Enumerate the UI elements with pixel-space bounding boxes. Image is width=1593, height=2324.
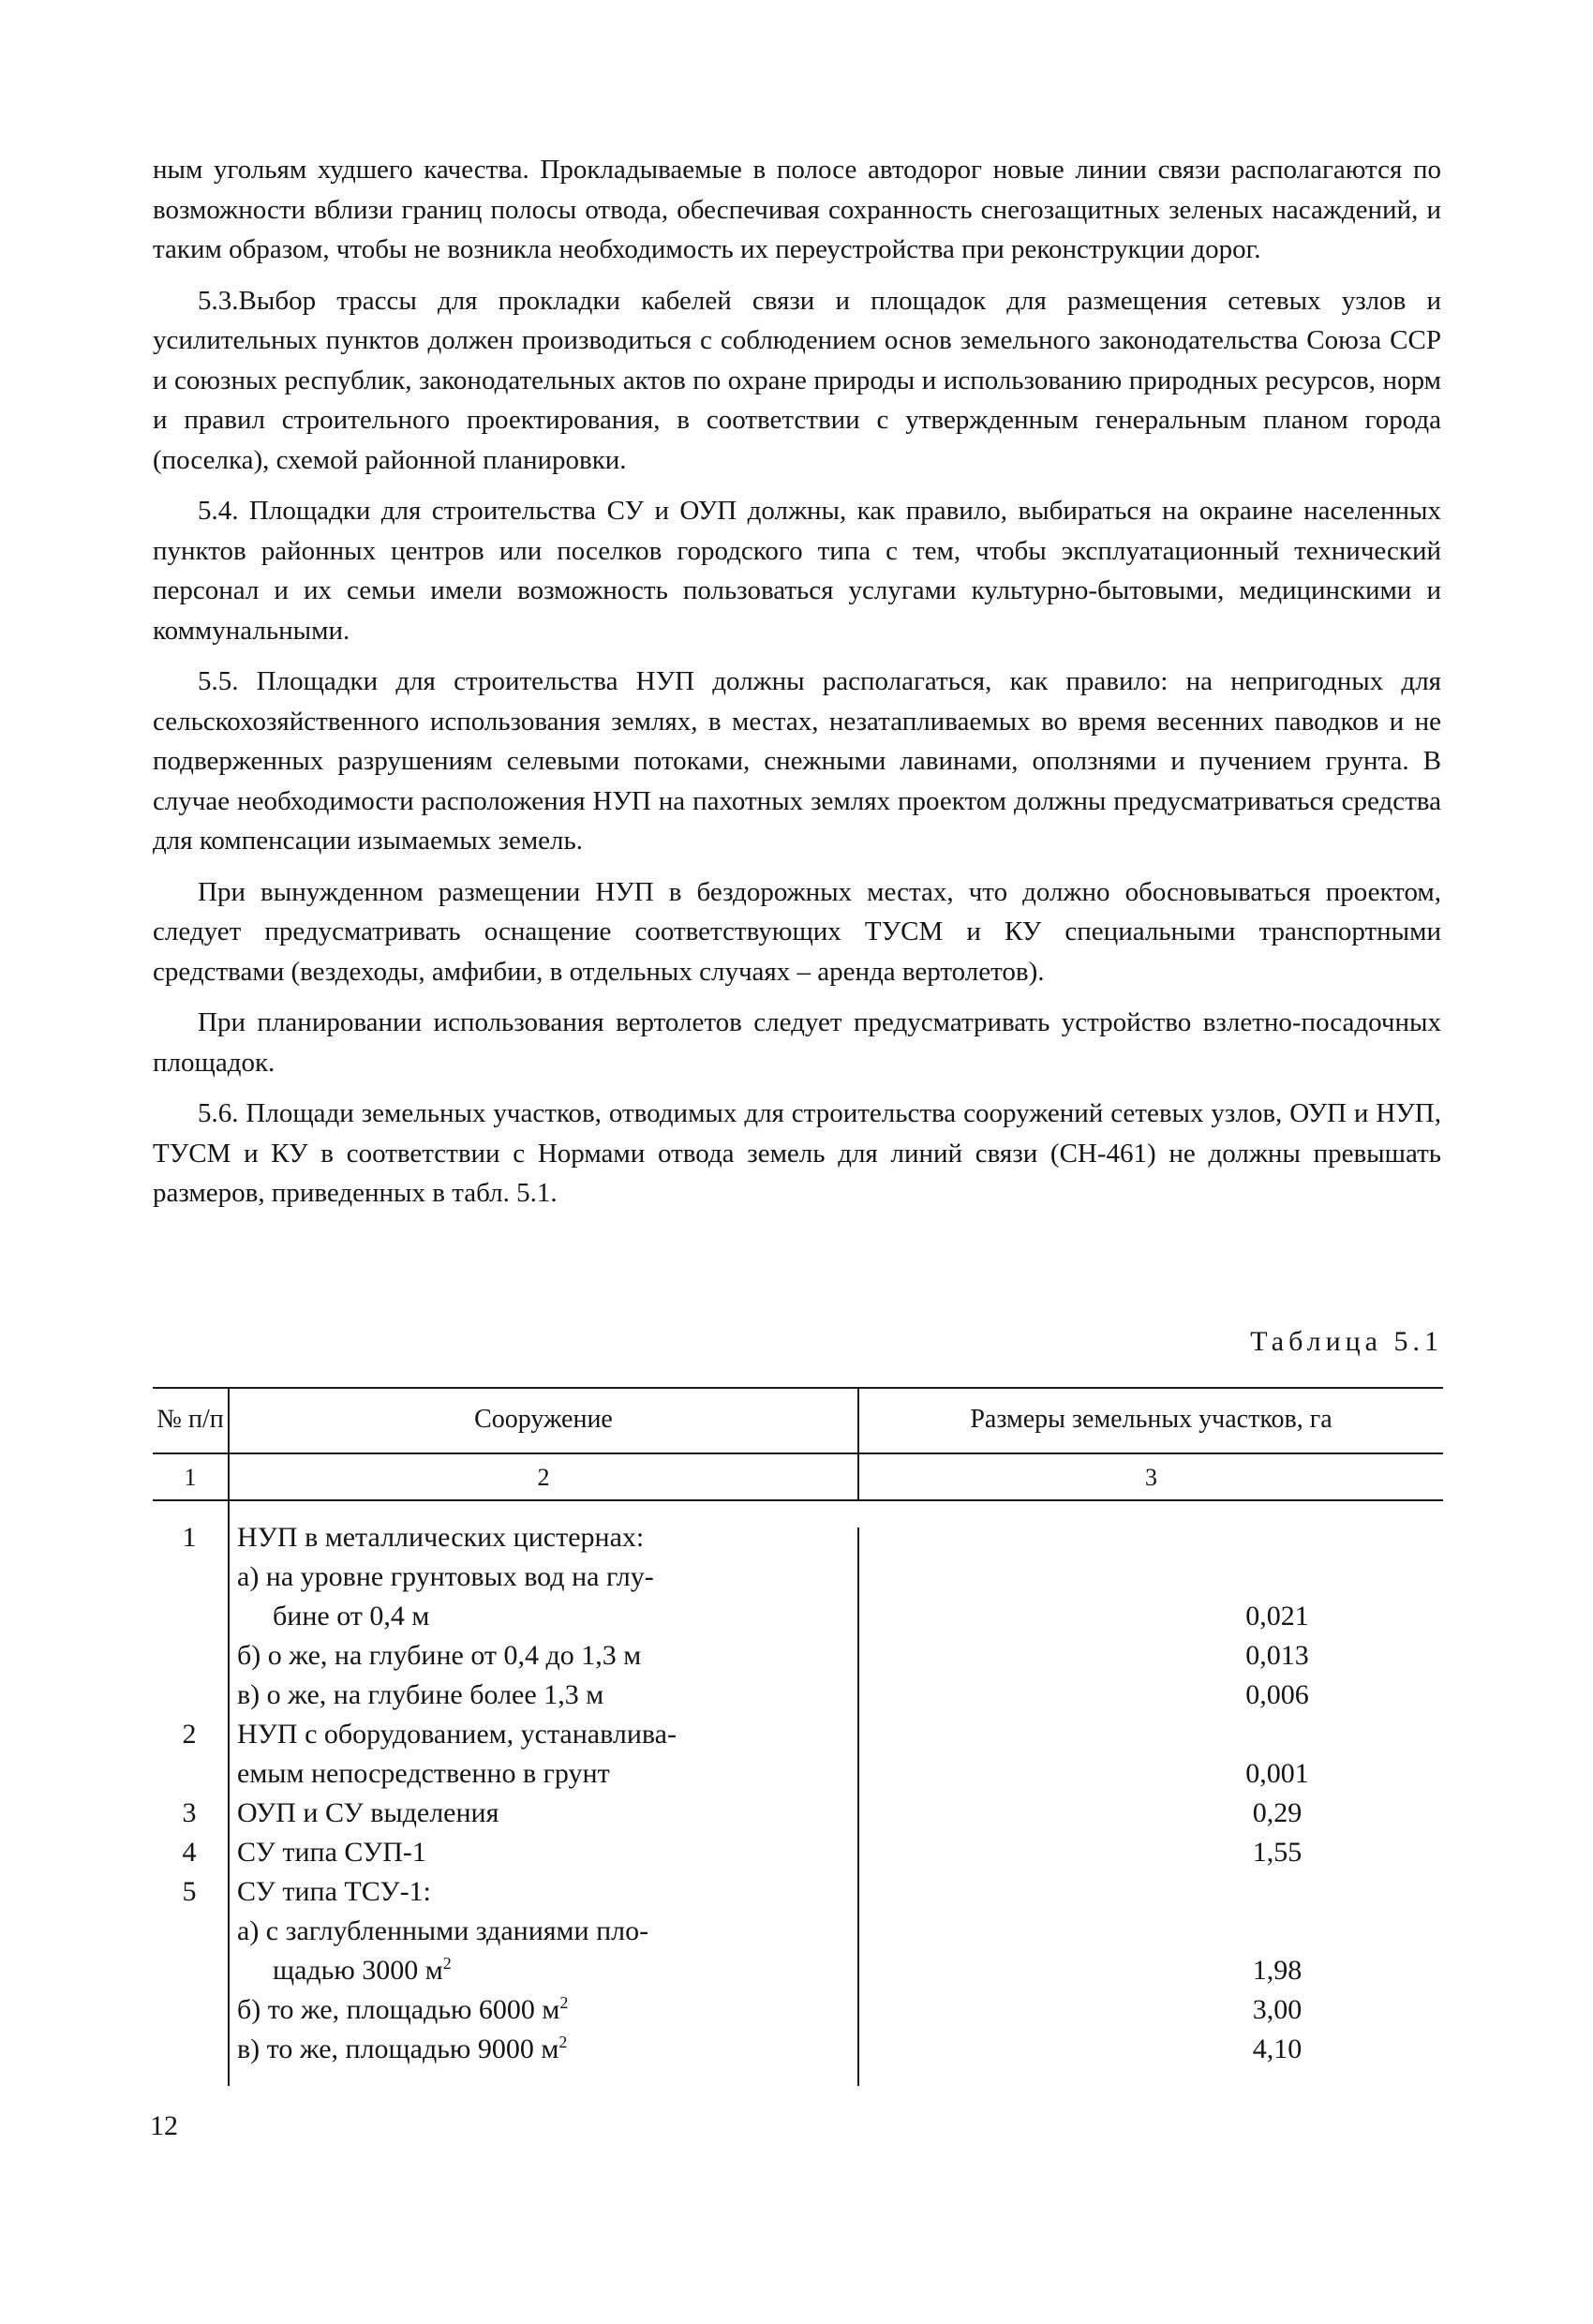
header-name: Сооружение xyxy=(474,1405,613,1434)
paragraph-5-4: 5.4. Площадки для строительства СУ и ОУП должны, как правило, выбираться на окраине населенных пунктов районных центров или поселков городского типа с тем, чтобы эксплуатационный технический персонал и их семьи имели возможность пользоваться услугами культурно-бытовыми, медицинскими и коммунальными. xyxy=(153,496,1441,646)
paragraph-5-5: 5.5. Площадки для строительства НУП должны располагаться, как правило: на непригодных для сельскохозяйственного использования землях, в местах, незатапливаемых во время весенних паводков и не подверженных разрушениям селевыми потоками, снежными лавинами, оползнями и пучением грунта. В случае необходимости расположения НУП на пахотных землях проектом должны предусматриваться средства для компенсации изымаемых земель. xyxy=(153,666,1441,856)
table-caption: Таблица 5.1 xyxy=(1250,1326,1443,1357)
row-value: 3,00 xyxy=(1252,1994,1303,2025)
row-name: НУП в металлических цистернах: xyxy=(237,1522,645,1553)
body-text xyxy=(153,150,1441,1225)
header-num: № п/п xyxy=(156,1405,224,1434)
paragraph-forced-placement: При вынужденном размещении НУП в бездорожных местах, что должно обосновываться проектом, следует предусматривать оснащение соответствующих ТУСМ и КУ специальными транспортными средствами (вездеходы, амфибии, в отдельных случаях – аренда вертолетов). xyxy=(153,876,1441,987)
row-number: 1 xyxy=(182,1522,197,1553)
superscript: 2 xyxy=(558,2033,568,2051)
paragraph: ным угольям худшего качества. Прокладываемые в полосе автодорог новые линии связи располагаются по возможности вблизи границ полосы отвода, обеспечивая сохранность снегозащитных зеленых насаждений, и таким образом, чтобы не возникла необходимость их переустройства при реконструкции дорог. xyxy=(153,155,1441,264)
table-row xyxy=(153,1794,1443,1833)
table-row xyxy=(153,1872,1443,1912)
row-name-text: в) то же, площадью 9000 м xyxy=(237,2034,559,2064)
header-size: Размеры земельных участков, га xyxy=(970,1405,1332,1434)
row-number: 5 xyxy=(182,1876,197,1907)
table-row xyxy=(153,1951,1443,1990)
table-row xyxy=(153,2030,1443,2069)
row-number: 4 xyxy=(182,1837,197,1868)
row-name: НУП с оборудованием, устанавлива- xyxy=(237,1719,677,1750)
colnum-1: 1 xyxy=(184,1464,197,1491)
table-top-rule xyxy=(153,1387,1443,1389)
page-number: 12 xyxy=(150,2110,178,2141)
row-name: а) с заглубленными зданиями пло- xyxy=(237,1915,649,1946)
colnum-2: 2 xyxy=(537,1464,550,1491)
row-value: 0,013 xyxy=(1245,1640,1309,1671)
row-name xyxy=(273,1951,452,1990)
row-value: 0,021 xyxy=(1245,1601,1309,1631)
table-row xyxy=(153,1636,1443,1676)
row-value: 1,55 xyxy=(1252,1837,1303,1868)
row-name: бине от 0,4 м xyxy=(273,1601,430,1631)
row-value: 4,10 xyxy=(1252,2034,1303,2064)
row-name: б) о же, на глубине от 0,4 до 1,3 м xyxy=(237,1640,642,1671)
table-row xyxy=(153,1990,1443,2030)
row-name xyxy=(237,1990,568,2030)
table-row xyxy=(153,1676,1443,1715)
row-name xyxy=(237,2030,567,2069)
table-row xyxy=(153,1754,1443,1794)
superscript: 2 xyxy=(559,1993,569,2012)
row-value: 1,98 xyxy=(1252,1955,1303,1986)
table-row xyxy=(153,1518,1443,1557)
row-number: 2 xyxy=(182,1719,197,1750)
table-row xyxy=(153,1833,1443,1872)
row-name: в) о же, на глубине более 1,3 м xyxy=(237,1679,604,1710)
row-name-text: щадью 3000 м xyxy=(273,1955,443,1986)
table-row xyxy=(153,1715,1443,1754)
row-name: ОУП и СУ выделения xyxy=(237,1797,499,1828)
superscript: 2 xyxy=(442,1954,452,1973)
colnum-3: 3 xyxy=(1145,1464,1157,1491)
row-value: 0,29 xyxy=(1252,1797,1303,1828)
paragraph-5-6: 5.6. Площади земельных участков, отводимых для строительства сооружений сетевых узлов, ОУП и НУП, ТУСМ и КУ в соответствии с Нормами отвода земель для линий связи (СН-461) не должны превышать размеров, приведенных в табл. 5.1. xyxy=(153,1098,1441,1208)
table-header-rule xyxy=(153,1452,1443,1454)
table-row xyxy=(153,1557,1443,1597)
row-name: СУ типа СУП-1 xyxy=(237,1837,426,1868)
row-name: СУ типа ТСУ-1: xyxy=(237,1876,431,1907)
paragraph-helicopters: При планировании использования вертолетов следует предусматривать устройство взлетно-посадочных площадок. xyxy=(153,1007,1441,1078)
table-colnum-rule xyxy=(153,1499,1443,1501)
table-row xyxy=(153,1912,1443,1951)
paragraph-5-3: 5.3.Выбор трассы для прокладки кабелей связи и площадок для размещения сетевых узлов и усилительных пунктов должен производиться с соблюдением основ земельного законодательства Союза ССР и союзных республик, законодательных актов по охране природы и использованию природных ресурсов, норм и правил строительного проектирования, в соответствии с утвержденным генеральным планом города (поселка), схемой районной планировки. xyxy=(153,285,1441,475)
row-value: 0,001 xyxy=(1245,1758,1309,1789)
row-number: 3 xyxy=(182,1797,197,1828)
table-row xyxy=(153,1597,1443,1636)
row-name: емым непосредственно в грунт xyxy=(237,1758,610,1789)
row-value: 0,006 xyxy=(1245,1679,1309,1710)
row-name: а) на уровне грунтовых вод на глу- xyxy=(237,1561,654,1592)
row-name-text: б) то же, площадью 6000 м xyxy=(237,1994,560,2025)
